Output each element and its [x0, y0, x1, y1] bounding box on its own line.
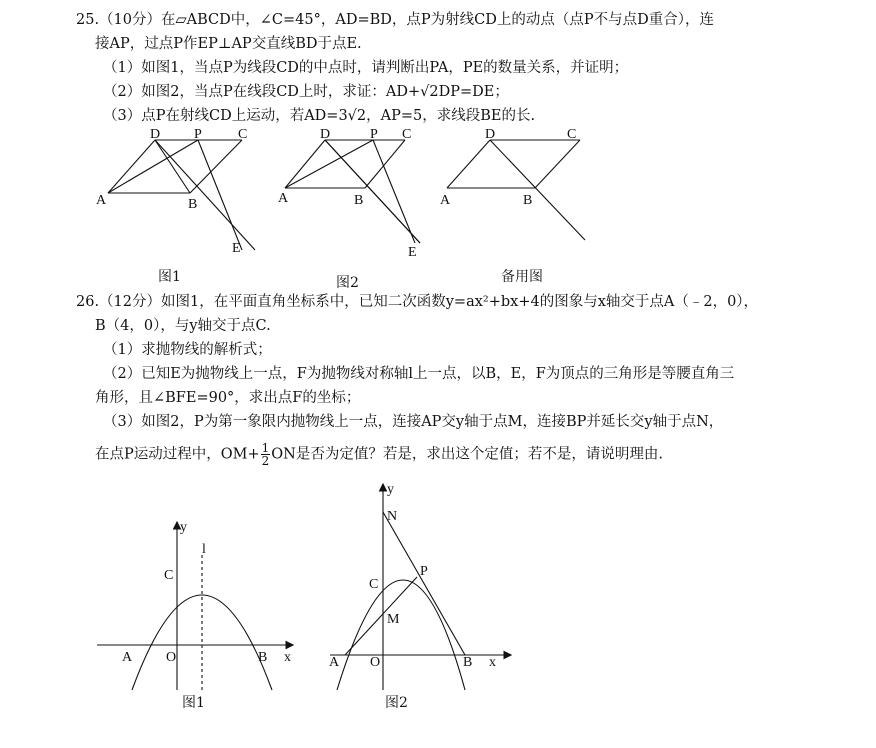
q26-part3-pre: 在点P运动过程中，OM+ — [95, 446, 260, 463]
fig1-label-l: l — [202, 542, 206, 557]
fig1-label-O: O — [166, 650, 177, 665]
fig2-label-M: M — [387, 612, 400, 627]
fig1-label-B: B — [258, 650, 268, 665]
backup-label-B: B — [523, 193, 533, 208]
fig2-label-D: D — [320, 128, 331, 142]
q26-part3-line2 — [95, 442, 663, 467]
fig1-label-A: A — [122, 650, 133, 665]
fig2-label-A: A — [278, 191, 289, 206]
backup-label-C: C — [567, 128, 577, 142]
fig2-label-C: C — [369, 577, 379, 592]
q26-figure-2 — [325, 480, 525, 695]
fig1-label-C: C — [238, 128, 248, 142]
fig2-label-B: B — [354, 193, 364, 208]
q26-part3-post: ON是否为定值？若是，求出这个定值；若不是，请说明理由. — [271, 446, 663, 463]
q25-stem-line2: 接AP，过点P作EP⊥AP交直线BD于点E. — [95, 36, 362, 52]
q26-part3-line1: （3）如图2，P为第一象限内抛物线上一点，连接AP交y轴于点M，连接BP并延长交y轴于点N， — [103, 414, 724, 430]
fig1-label-A: A — [96, 193, 107, 208]
fig2-label-P: P — [420, 564, 428, 579]
fig2-axis-y: y — [387, 482, 394, 497]
q26-part2-line1: （2）已知E为抛物线上一点，F为抛物线对称轴l上一点，以B，E，F为顶点的三角形是等腰直角三 — [103, 366, 735, 382]
fraction-one-half — [261, 442, 271, 467]
q26-stem-line2: B（4，0），与y轴交于点C. — [95, 318, 271, 334]
fig2-label-P: P — [370, 128, 378, 142]
fraction-denominator: 2 — [261, 454, 270, 468]
q25-fig2-caption: 图2 — [336, 275, 359, 291]
fig2-label-A: A — [329, 655, 340, 670]
q25-figure-backup — [435, 128, 595, 248]
q26-figure-1 — [92, 515, 307, 715]
q25-figure-2 — [270, 128, 430, 260]
fig2-label-C: C — [402, 128, 412, 142]
q25-figure-1 — [90, 128, 270, 258]
fig2-label-N: N — [387, 509, 398, 524]
q26-part2-line2: 角形，且∠BFE=90°，求出点F的坐标； — [95, 390, 361, 406]
fig2-label-E: E — [408, 245, 417, 260]
fig1-label-E: E — [232, 241, 241, 256]
fig2-axis-x: x — [489, 655, 496, 670]
backup-label-D: D — [485, 128, 496, 142]
q25-fig1-caption: 图1 — [158, 269, 181, 285]
q26-stem-line1: 26.（12分）如图1，在平面直角坐标系中，已知二次函数y=ax²+bx+4的图象与x轴交于点A（﹣2，0）， — [76, 294, 759, 310]
fig2-label-B: B — [463, 655, 473, 670]
fig2-label-O: O — [370, 655, 381, 670]
backup-label-A: A — [440, 193, 451, 208]
fig1-label-C: C — [164, 568, 174, 583]
fig1-axis-y: y — [180, 520, 187, 535]
fig1-label-D: D — [150, 128, 161, 142]
fig1-label-B: B — [188, 197, 198, 212]
q25-part2: （2）如图2，当点P在线段CD上时，求证：AD+√2DP=DE； — [103, 84, 509, 100]
q25-stem-line1: 25.（10分）在▱ABCD中，∠C=45°，AD=BD，点P为射线CD上的动点（点P不与点D重合），连 — [76, 12, 715, 28]
fig1-axis-x: x — [284, 650, 291, 665]
fraction-numerator: 1 — [261, 441, 270, 455]
q26-part1: （1）求抛物线的解析式； — [103, 342, 272, 358]
q26-fig2-caption: 图2 — [385, 695, 408, 711]
fig1-label-P: P — [194, 128, 202, 142]
q25-backup-caption: 备用图 — [501, 269, 543, 285]
q26-fig1-caption: 图1 — [182, 695, 205, 711]
q25-part3: （3）点P在射线CD上运动，若AD=3√2，AP=5，求线段BE的长. — [103, 108, 536, 124]
q25-part1: （1）如图1，当点P为线段CD的中点时，请判断出PA，PE的数量关系，并证明； — [103, 60, 629, 76]
